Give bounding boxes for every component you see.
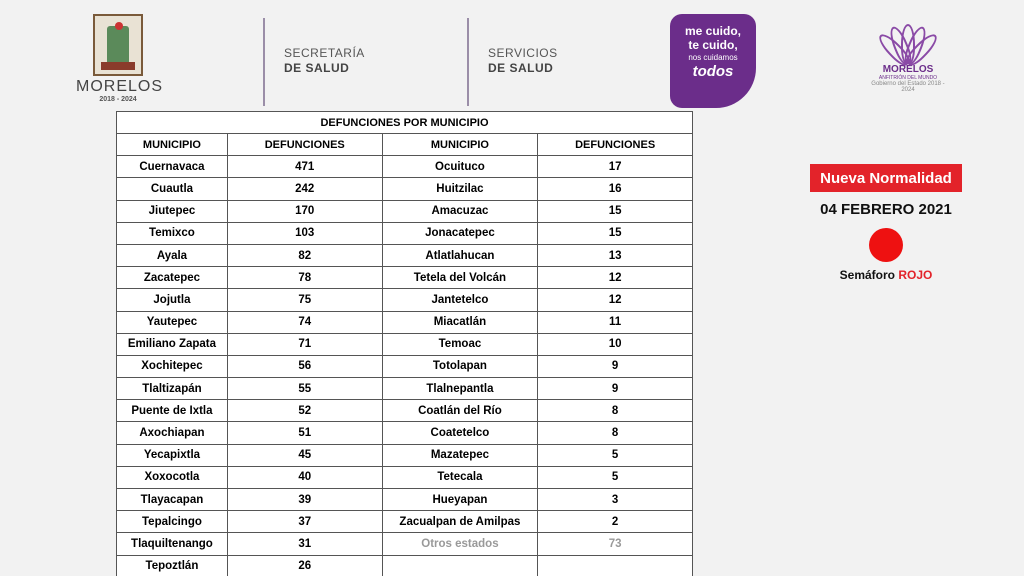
municipio-cell: Huitzilac	[382, 178, 538, 200]
table-row	[117, 200, 693, 222]
municipio-cell: Coatetelco	[382, 422, 538, 444]
defunciones-cell: 13	[538, 244, 693, 266]
municipio-cell: Miacatlán	[382, 311, 538, 333]
morelos-crest-icon	[93, 14, 143, 76]
defunciones-cell: 3	[538, 489, 693, 511]
defunciones-cell: 78	[227, 267, 382, 289]
table-row	[117, 156, 693, 178]
table-body	[117, 156, 693, 576]
divider-line	[263, 18, 265, 106]
defunciones-cell: 52	[227, 400, 382, 422]
table-row	[117, 489, 693, 511]
municipio-cell: Mazatepec	[382, 444, 538, 466]
municipio-cell: Yecapixtla	[117, 444, 228, 466]
municipio-cell: Totolapan	[382, 355, 538, 377]
morelos-anfitrion-logo: MORELOS ANFITRIÓN DEL MUNDO Gobierno del Estado 2018 - 2024	[868, 14, 948, 93]
morelos-logo	[76, 14, 164, 103]
municipio-cell: Jojutla	[117, 289, 228, 311]
defunciones-cell: 75	[227, 289, 382, 311]
municipio-cell: Tepalcingo	[117, 511, 228, 533]
semaforo-status	[800, 268, 972, 282]
defunciones-cell: 12	[538, 267, 693, 289]
defunciones-cell: 9	[538, 355, 693, 377]
municipio-cell: Temixco	[117, 222, 228, 244]
municipio-cell: Xoxocotla	[117, 466, 228, 488]
divider-line	[467, 18, 469, 106]
municipio-cell: Jantetelco	[382, 289, 538, 311]
defunciones-cell: 31	[227, 533, 382, 555]
table-row	[117, 511, 693, 533]
defunciones-cell: 74	[227, 311, 382, 333]
municipio-cell: Tlalnepantla	[382, 378, 538, 400]
municipio-cell: Jonacatepec	[382, 222, 538, 244]
semaforo-label: Semáforo	[839, 268, 895, 282]
municipio-cell: Tetecala	[382, 466, 538, 488]
semaforo-red-light-icon	[869, 228, 903, 262]
defunciones-cell: 73	[538, 533, 693, 555]
defunciones-cell: 2	[538, 511, 693, 533]
municipio-cell: Zacatepec	[117, 267, 228, 289]
column-header-municipio: MUNICIPIO	[117, 134, 228, 156]
municipio-cell: Jiutepec	[117, 200, 228, 222]
municipio-cell: Axochiapan	[117, 422, 228, 444]
municipio-cell: Emiliano Zapata	[117, 333, 228, 355]
report-date: 04 FEBRERO 2021	[820, 201, 952, 218]
defunciones-cell: 39	[227, 489, 382, 511]
defunciones-cell	[538, 555, 693, 576]
defunciones-cell: 37	[227, 511, 382, 533]
municipio-cell: Ayala	[117, 244, 228, 266]
defunciones-cell: 242	[227, 178, 382, 200]
table-row	[117, 222, 693, 244]
nueva-normalidad-badge: Nueva Normalidad	[810, 164, 962, 192]
column-header-defunciones: DEFUNCIONES	[538, 134, 693, 156]
defunciones-cell: 17	[538, 156, 693, 178]
defunciones-cell: 5	[538, 444, 693, 466]
table-row	[117, 333, 693, 355]
table-row	[117, 378, 693, 400]
defunciones-cell: 15	[538, 222, 693, 244]
defunciones-cell: 8	[538, 422, 693, 444]
municipio-cell: Zacualpan de Amilpas	[382, 511, 538, 533]
defunciones-cell: 71	[227, 333, 382, 355]
defunciones-cell: 55	[227, 378, 382, 400]
municipio-cell: Temoac	[382, 333, 538, 355]
defunciones-cell: 11	[538, 311, 693, 333]
table-row	[117, 244, 693, 266]
defunciones-cell: 5	[538, 466, 693, 488]
municipio-cell: Cuautla	[117, 178, 228, 200]
column-header-municipio: MUNICIPIO	[382, 134, 538, 156]
municipio-cell	[382, 555, 538, 576]
table-row	[117, 444, 693, 466]
municipio-cell: Tlayacapan	[117, 489, 228, 511]
table-title: DEFUNCIONES POR MUNICIPIO	[117, 112, 693, 134]
defunciones-cell: 170	[227, 200, 382, 222]
municipio-cell: Xochitepec	[117, 355, 228, 377]
semaforo-value: ROJO	[898, 268, 933, 282]
me-cuido-campaign-logo: me cuido, te cuido, nos cuidamos todos	[670, 14, 756, 108]
defunciones-cell: 103	[227, 222, 382, 244]
morelos-years: 2018 - 2024	[99, 96, 137, 103]
municipio-cell: Tlaquiltenango	[117, 533, 228, 555]
defunciones-cell: 12	[538, 289, 693, 311]
municipio-cell: Tetela del Volcán	[382, 267, 538, 289]
status-panel	[800, 164, 972, 282]
morelos-wordmark: MORELOS	[76, 78, 164, 95]
table-row	[117, 533, 693, 555]
municipio-cell: Yautepec	[117, 311, 228, 333]
table-row	[117, 466, 693, 488]
municipio-cell: Tlaltizapán	[117, 378, 228, 400]
secretaria-de-salud-label: SECRETARÍA DE SALUD	[284, 46, 365, 75]
defunciones-cell: 51	[227, 422, 382, 444]
table-row	[117, 555, 693, 576]
municipio-cell: Tepoztlán	[117, 555, 228, 576]
defunciones-cell: 8	[538, 400, 693, 422]
defunciones-cell: 82	[227, 244, 382, 266]
defunciones-cell: 56	[227, 355, 382, 377]
table-row	[117, 267, 693, 289]
table-row	[117, 355, 693, 377]
municipio-cell: Coatlán del Río	[382, 400, 538, 422]
lotus-icon	[878, 14, 938, 64]
municipio-cell: Amacuzac	[382, 200, 538, 222]
table-row	[117, 178, 693, 200]
municipio-cell: Atlatlahucan	[382, 244, 538, 266]
table-row	[117, 422, 693, 444]
municipio-cell: Ocuituco	[382, 156, 538, 178]
table-row	[117, 311, 693, 333]
table-row	[117, 289, 693, 311]
municipio-cell: Puente de Ixtla	[117, 400, 228, 422]
municipio-cell: Cuernavaca	[117, 156, 228, 178]
defunciones-cell: 10	[538, 333, 693, 355]
column-header-defunciones: DEFUNCIONES	[227, 134, 382, 156]
defunciones-cell: 471	[227, 156, 382, 178]
municipio-cell: Otros estados	[382, 533, 538, 555]
header	[0, 0, 1024, 112]
table-row	[117, 400, 693, 422]
defunciones-cell: 15	[538, 200, 693, 222]
defunciones-cell: 16	[538, 178, 693, 200]
defunciones-table	[116, 111, 693, 576]
defunciones-cell: 26	[227, 555, 382, 576]
defunciones-cell: 45	[227, 444, 382, 466]
servicios-de-salud-label: SERVICIOS DE SALUD	[488, 46, 558, 75]
defunciones-cell: 40	[227, 466, 382, 488]
municipio-cell: Hueyapan	[382, 489, 538, 511]
defunciones-cell: 9	[538, 378, 693, 400]
